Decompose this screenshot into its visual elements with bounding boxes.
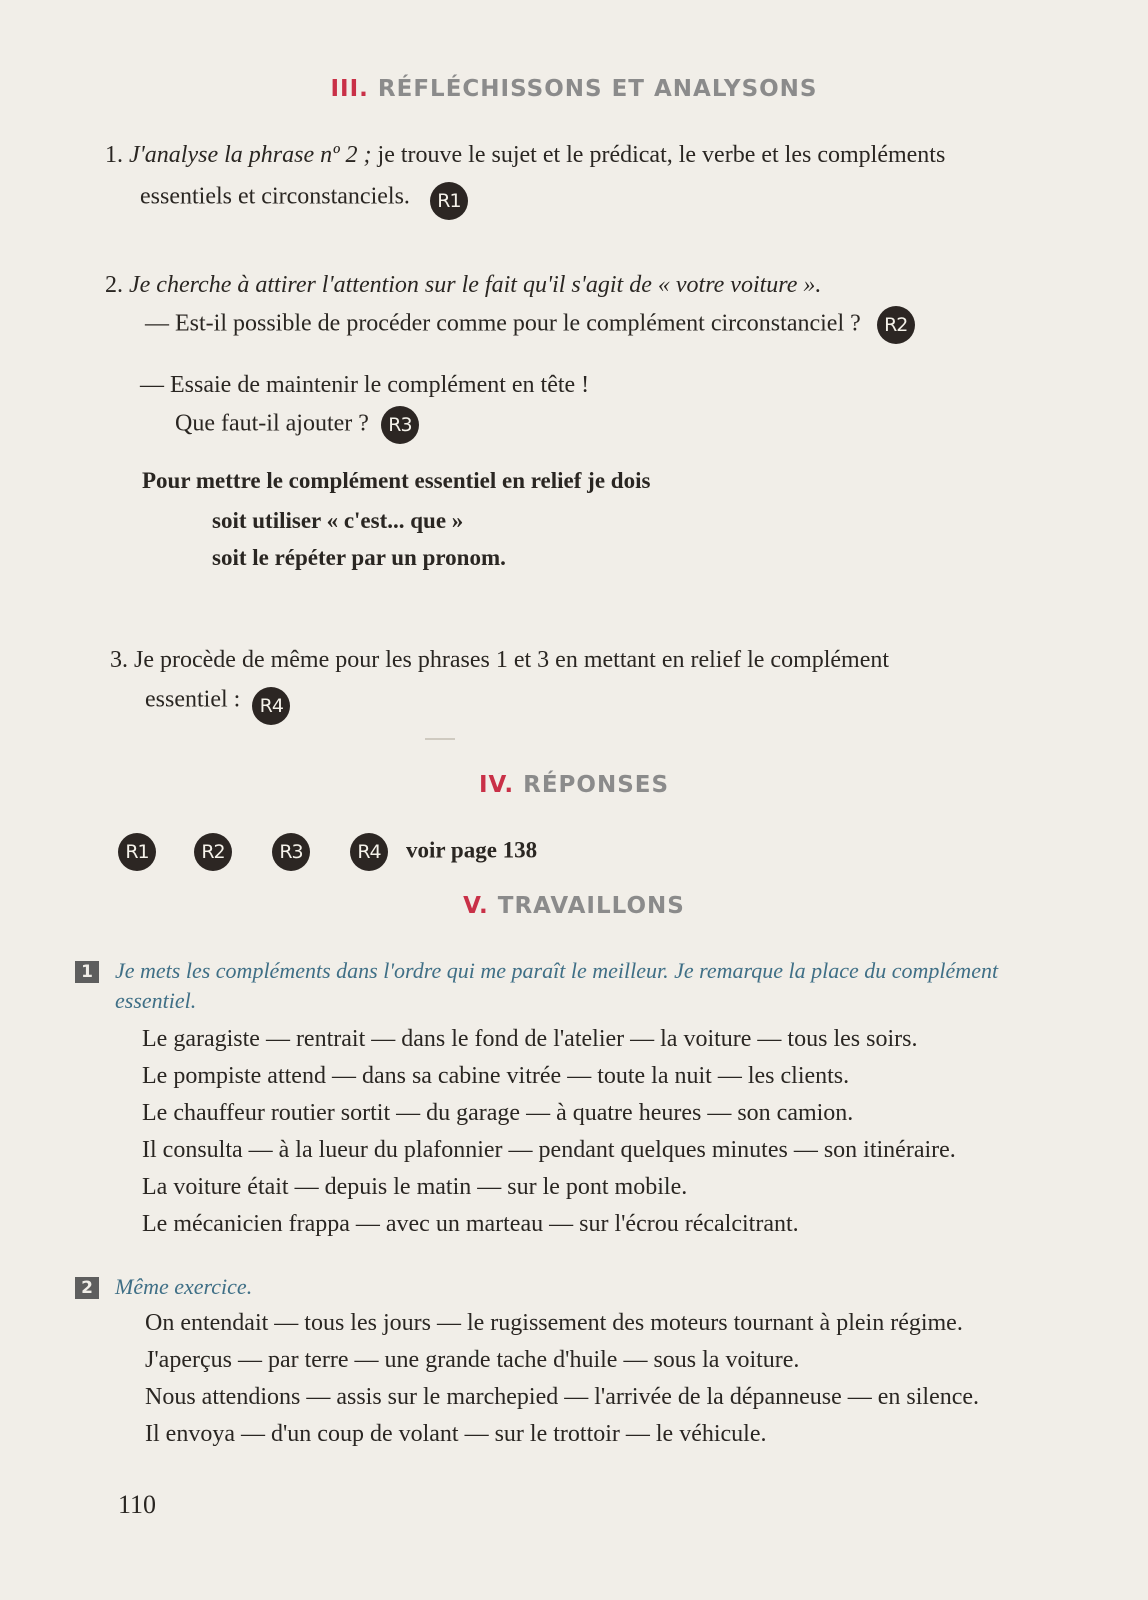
- answer-badge-r2[interactable]: R2: [877, 306, 915, 344]
- exercise-2-line: Nous attendions — assis sur le marchepied — l'arrivée de la dépanneuse — en silence.: [145, 1384, 980, 1410]
- section-3-heading: [0, 76, 1148, 102]
- exercise-1-line: Le mécanicien frappa — avec un marteau — sur l'écrou récalcitrant.: [142, 1211, 799, 1237]
- answers-badge-r3[interactable]: R3: [272, 833, 310, 871]
- question-3-line2: [145, 677, 290, 725]
- section-3-number: III.: [330, 76, 369, 102]
- question-1-number: 1.: [105, 142, 123, 168]
- divider: [425, 738, 455, 740]
- exercise-2-instruction-text: Même exercice.: [115, 1274, 253, 1299]
- exercise-1-instruction: [75, 956, 998, 986]
- exercise-2-line: On entendait — tous les jours — le rugissement des moteurs tournant à plein régime.: [145, 1310, 963, 1336]
- answers-page-reference: voir page 138: [406, 837, 538, 863]
- exercise-1-number: 1: [75, 961, 99, 983]
- answers-badge-r4[interactable]: R4: [350, 833, 388, 871]
- question-1-line2: [140, 176, 468, 220]
- question-2-line4: [175, 406, 419, 444]
- exercise-1-line: Il consulta — à la lueur du plafonnier — pendant quelques minutes — son itinéraire.: [142, 1137, 956, 1163]
- section-5-title: TRAVAILLONS: [497, 893, 685, 919]
- answer-badge-r4[interactable]: R4: [252, 687, 290, 725]
- exercise-1-line: Le garagiste — rentrait — dans le fond de l'atelier — la voiture — tous les soirs.: [142, 1026, 918, 1052]
- question-2-number: 2.: [105, 272, 123, 298]
- exercise-2-line: Il envoya — d'un coup de volant — sur le trottoir — le véhicule.: [145, 1421, 767, 1447]
- question-2-lead: Je cherche à attirer l'attention sur le fait qu'il s'agit de « votre voiture ».: [129, 272, 822, 298]
- exercise-2-line: J'aperçus — par terre — une grande tache d'huile — sous la voiture.: [145, 1347, 800, 1373]
- section-5-number: V.: [463, 893, 489, 919]
- section-5-heading: [0, 893, 1148, 919]
- section-4-title: RÉPONSES: [523, 772, 670, 798]
- exercise-1-line: La voiture était — depuis le matin — sur le pont mobile.: [142, 1174, 688, 1200]
- answer-badge-r1[interactable]: R1: [430, 182, 468, 220]
- question-2-line2-text: — Est-il possible de procéder comme pour le complément circonstanciel ?: [145, 310, 861, 337]
- page-number: 110: [118, 1490, 157, 1519]
- question-1: [105, 140, 945, 170]
- answers-badge-r2[interactable]: R2: [194, 833, 232, 871]
- rule-line-2: soit utiliser « c'est... que »: [212, 508, 464, 533]
- question-1-lead: J'analyse la phrase nº 2 ;: [129, 142, 372, 168]
- question-2: [105, 270, 821, 300]
- answer-badge-r3[interactable]: R3: [381, 406, 419, 444]
- exercise-1-line: Le chauffeur routier sortit — du garage — à quatre heures — son camion.: [142, 1100, 854, 1126]
- exercise-2-instruction: [75, 1272, 252, 1302]
- question-3-text: Je procède de même pour les phrases 1 et 3 en mettant en relief le complément: [134, 647, 890, 673]
- question-1-line2-text: essentiels et circonstanciels.: [140, 183, 410, 210]
- question-3: [110, 645, 889, 675]
- section-4-number: IV.: [478, 772, 515, 798]
- question-3-number: 3.: [110, 647, 128, 673]
- rule-line-3: soit le répéter par un pronom.: [212, 545, 506, 570]
- question-1-text: je trouve le sujet et le prédicat, le verbe et les compléments: [371, 142, 946, 168]
- question-2-line2: [145, 306, 915, 344]
- question-3-line2-text: essentiel :: [145, 686, 241, 713]
- question-2-line3: — Essaie de maintenir le complément en tête !: [140, 372, 590, 398]
- section-3-title: RÉFLÉCHISSONS ET ANALYSONS: [377, 76, 818, 102]
- answers-row: [118, 833, 537, 871]
- answers-badge-r1[interactable]: R1: [118, 833, 156, 871]
- rule-line-1: Pour mettre le complément essentiel en relief je dois: [142, 468, 651, 493]
- exercise-1-instruction-text: Je mets les compléments dans l'ordre qui me paraît le meilleur. Je remarque la place du complément: [115, 958, 999, 983]
- exercise-1-line: Le pompiste attend — dans sa cabine vitrée — toute la nuit — les clients.: [142, 1063, 850, 1089]
- exercise-2-number: 2: [75, 1277, 99, 1299]
- section-4-heading: [0, 772, 1148, 798]
- question-2-line4-text: Que faut-il ajouter ?: [175, 410, 369, 437]
- exercise-1-instruction-line2: essentiel.: [115, 988, 197, 1013]
